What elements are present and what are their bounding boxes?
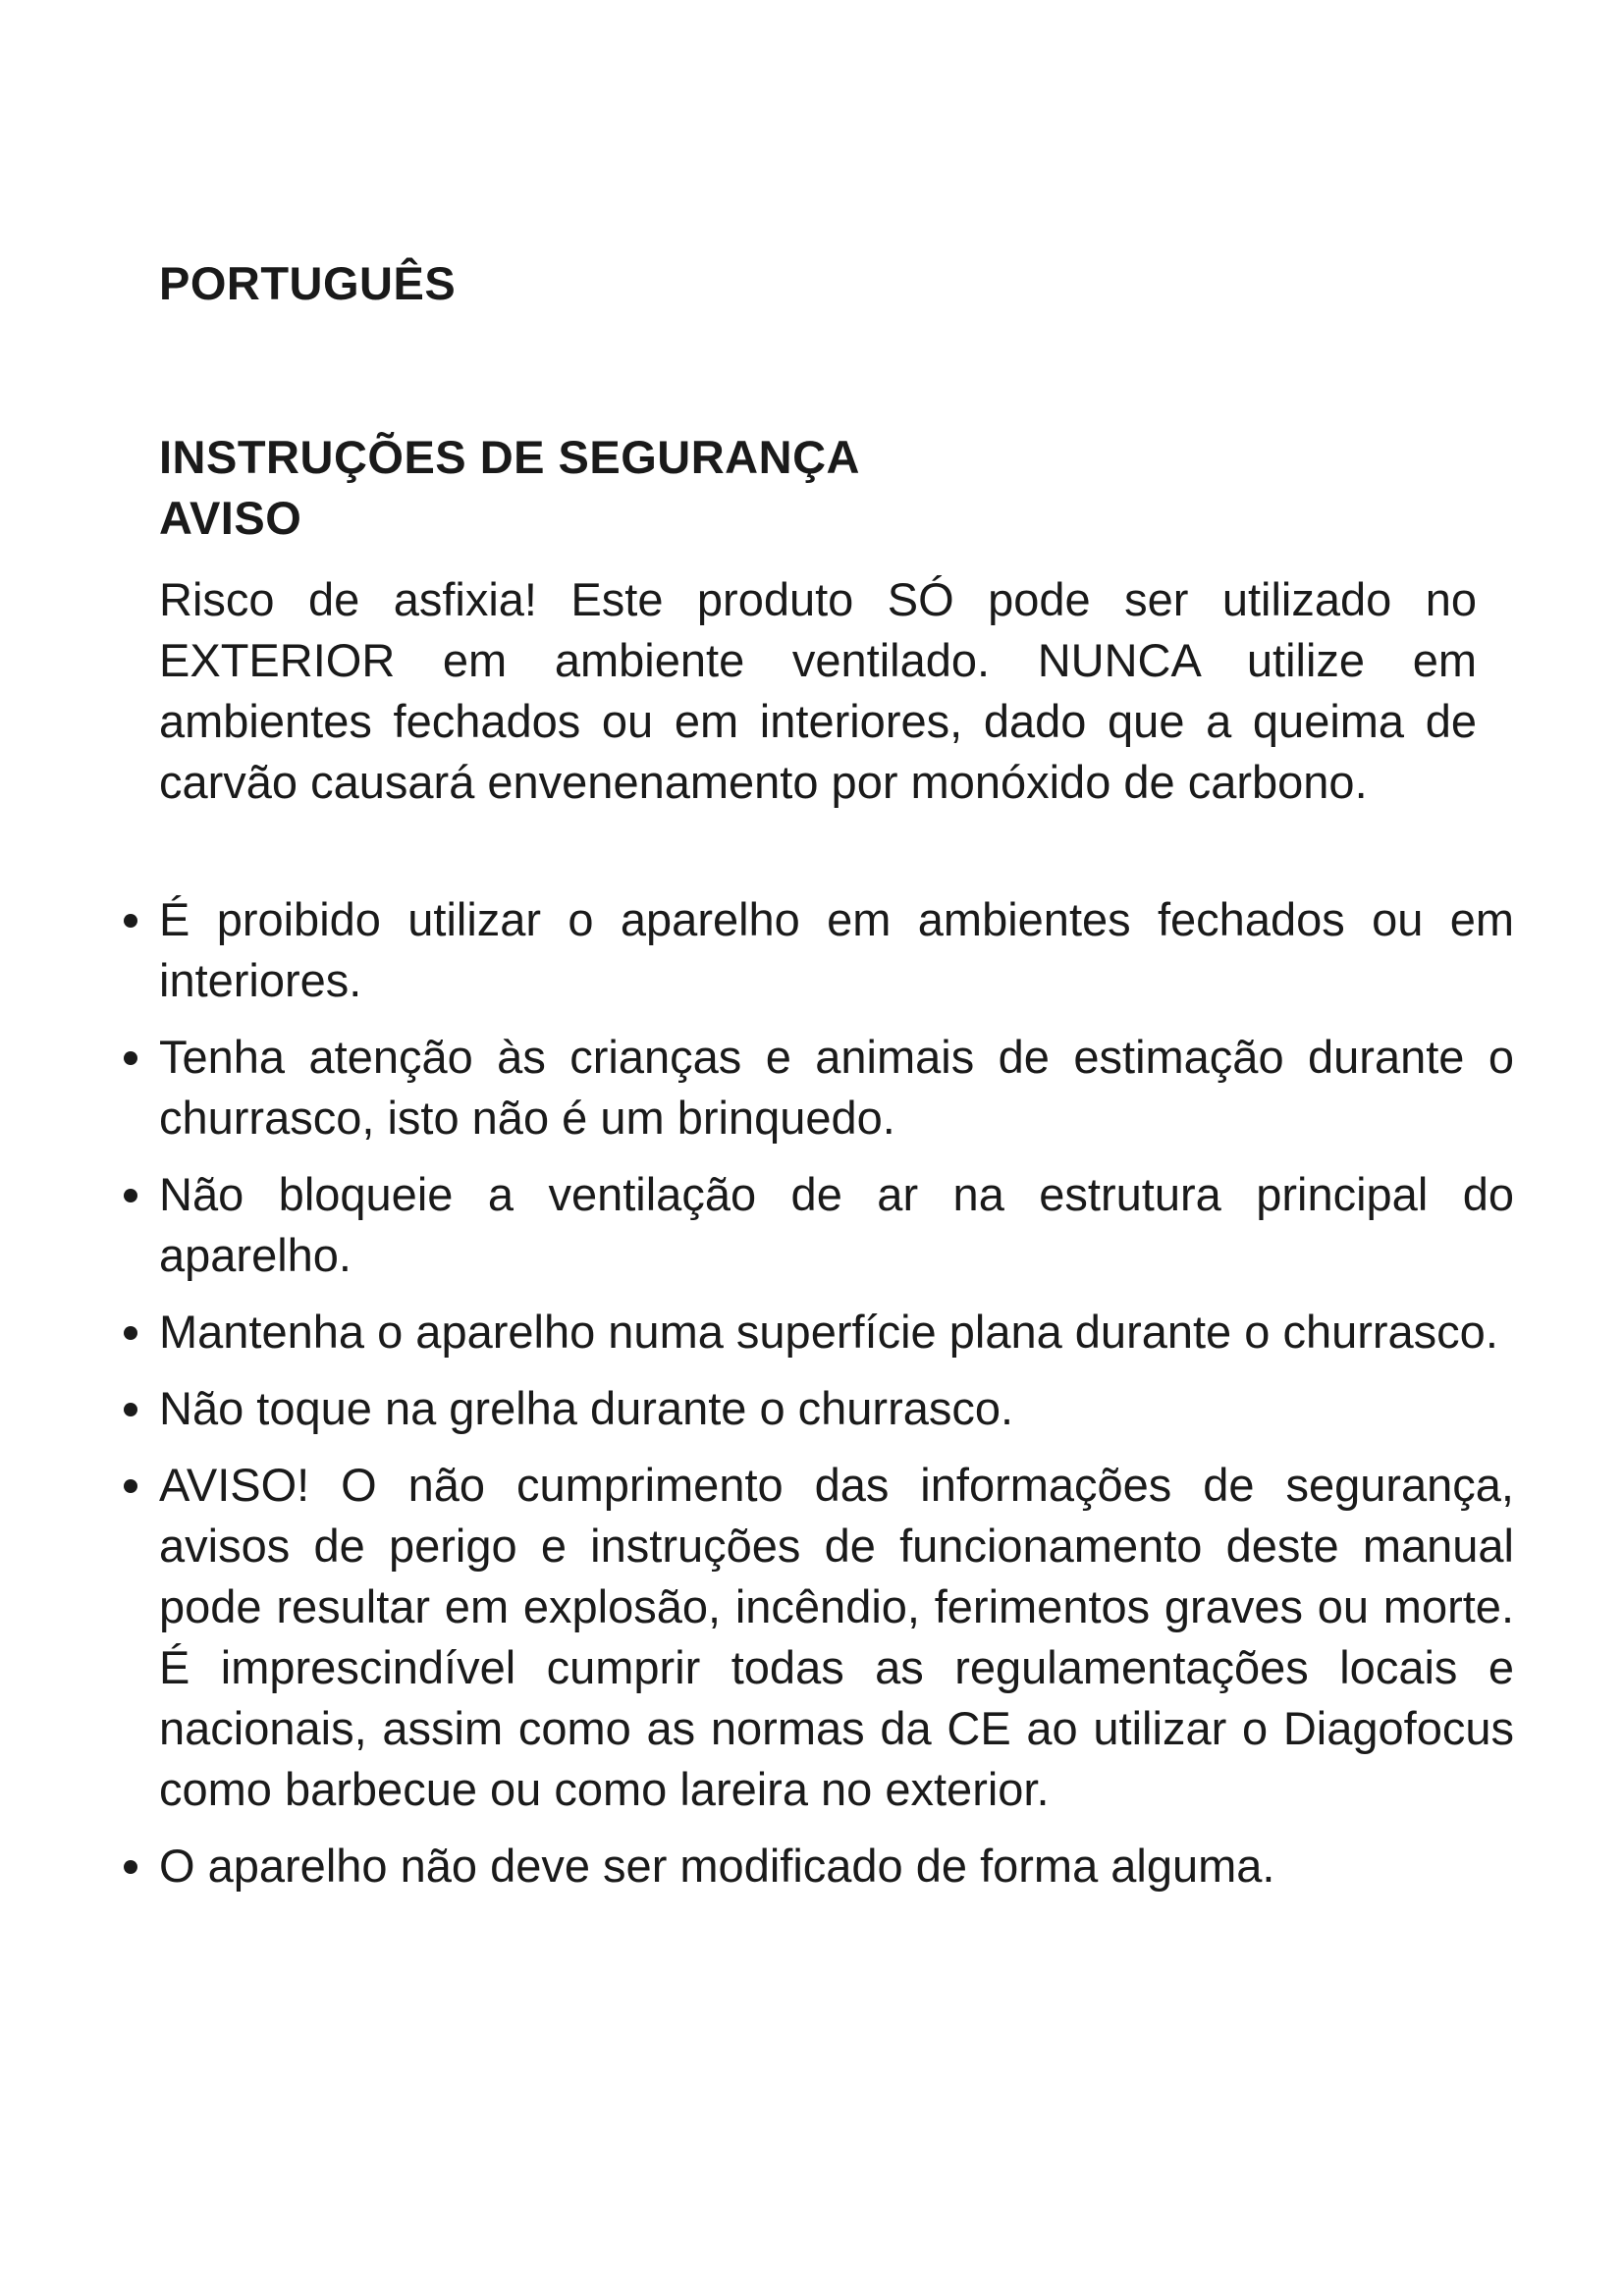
bullet-dot-icon [124, 914, 137, 928]
language-heading: PORTUGUÊS [159, 257, 457, 309]
safety-bullet [159, 1455, 1514, 1820]
bullet-dot-icon [124, 1189, 137, 1202]
bullet-dot-icon [124, 1051, 137, 1065]
safety-bullet [159, 1378, 1514, 1439]
safety-bullet-text: Tenha atenção às crianças e animais de estimação durante o churrasco, isto não é um brinquedo. [159, 1031, 1514, 1144]
safety-bullet [159, 1302, 1514, 1362]
section-title: INSTRUÇÕES DE SEGURANÇA [159, 431, 860, 483]
safety-bullet-text: É proibido utilizar o aparelho em ambientes fechados ou em interiores. [159, 893, 1514, 1006]
safety-bullet-list [0, 889, 1624, 1912]
safety-bullet [159, 1164, 1514, 1286]
safety-bullet-text: Não bloqueie a ventilação de ar na estrutura principal do aparelho. [159, 1168, 1514, 1281]
safety-bullet [159, 1027, 1514, 1148]
bullet-dot-icon [124, 1479, 137, 1493]
bullet-dot-icon [124, 1403, 137, 1416]
safety-bullet-text: Mantenha o aparelho numa superfície plana durante o churrasco. [159, 1306, 1498, 1358]
warning-label: AVISO [159, 492, 302, 544]
bullet-dot-icon [124, 1326, 137, 1340]
safety-bullet [159, 889, 1514, 1011]
bullet-dot-icon [124, 1860, 137, 1874]
safety-bullet-text: O aparelho não deve ser modificado de forma alguma. [159, 1840, 1275, 1892]
safety-bullet-text: AVISO! O não cumprimento das informações de segurança, avisos de perigo e instruções de funcionamento deste manual pode resultar em explosão, incêndio, ferimentos graves ou morte. É imprescindível cumprir todas as regulamentações locais e nacionais, assim como as normas da CE ao utilizar o Diagofocus como barbecue ou como lareira no exterior. [159, 1459, 1514, 1815]
safety-bullet-text: Não toque na grelha durante o churrasco. [159, 1382, 1014, 1434]
warning-intro: Risco de asfixia! Este produto SÓ pode ser utilizado no EXTERIOR em ambiente ventilado. NUNCA utilize em ambientes fechados ou em interiores, dado que a queima de carvão causará envenenamento por monóxido de carbono. [159, 573, 1477, 808]
safety-bullet [159, 1836, 1514, 1896]
